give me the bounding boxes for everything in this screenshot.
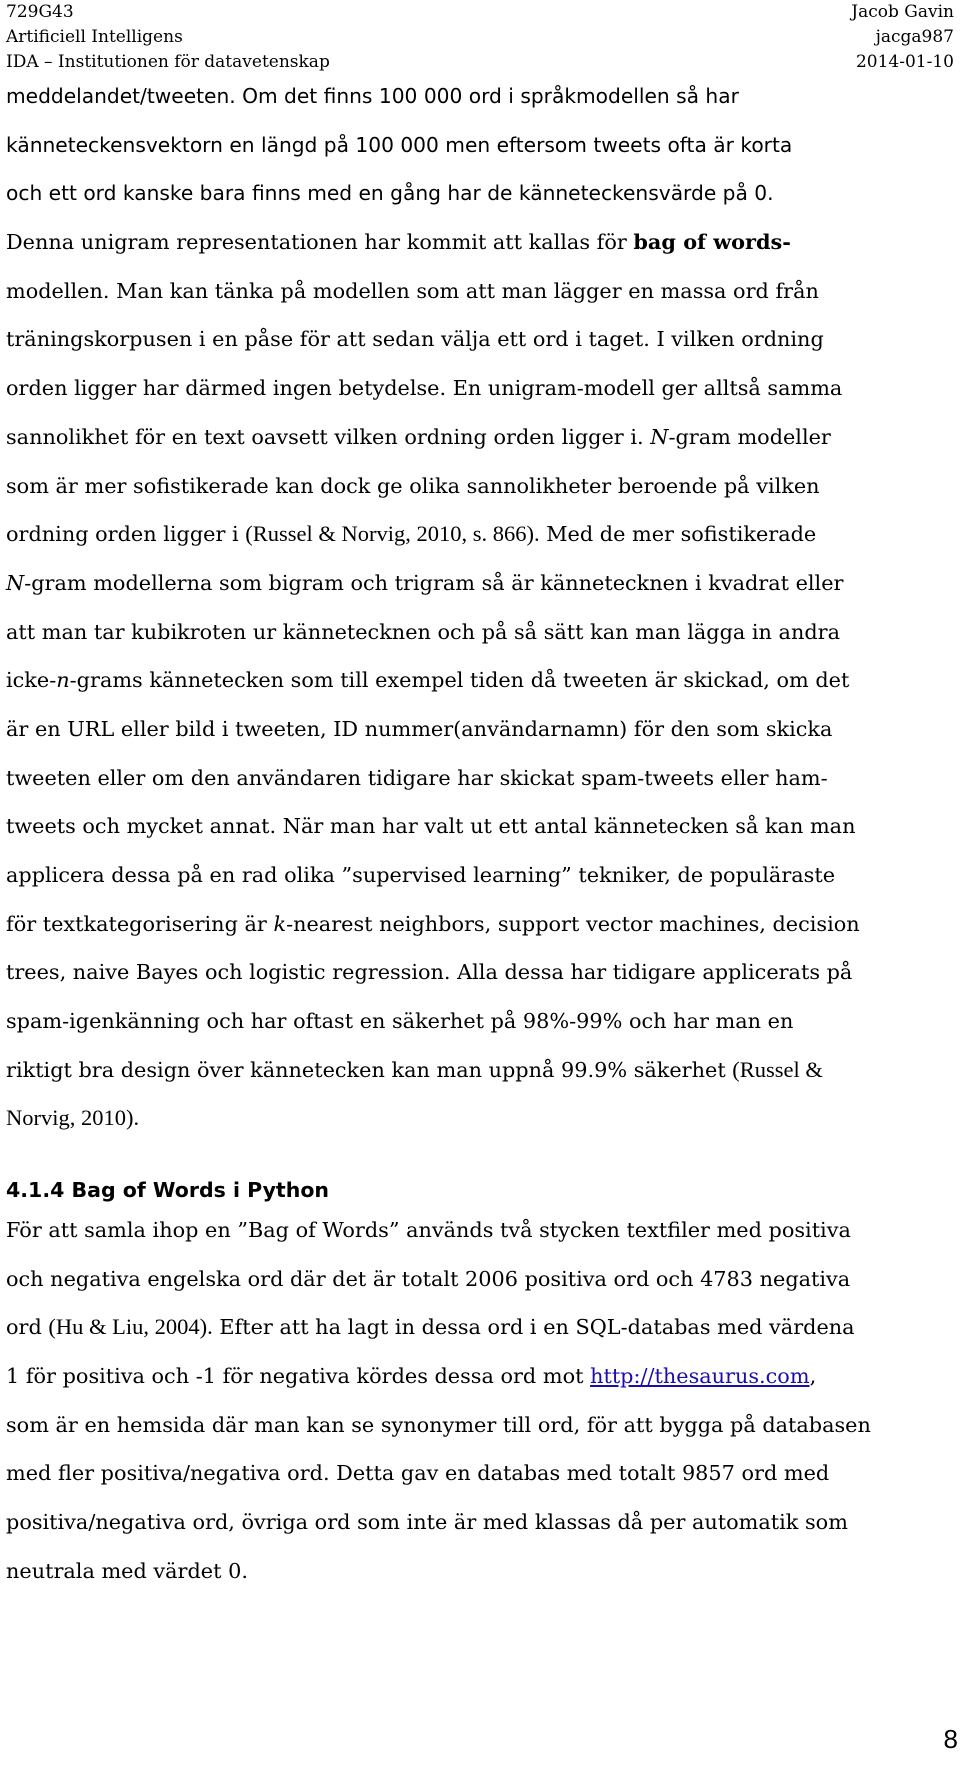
text-line: tweeten eller om den användaren tidigare har skickat spam-tweets eller ham- bbox=[6, 765, 828, 790]
text-line: För att samla ihop en ”Bag of Words” används två stycken textfiler med positiva bbox=[6, 1218, 851, 1242]
document-date: 2014-01-10 bbox=[855, 52, 954, 72]
citation: (Hu & Liu, 2004). bbox=[48, 1314, 213, 1340]
text-line bbox=[6, 1352, 956, 1401]
text-run: sannolikhet för en text oavsett vilken ordning orden ligger i. bbox=[6, 424, 651, 449]
thesaurus-link[interactable]: http://thesaurus.com bbox=[590, 1364, 810, 1389]
text-run: -gram modellerna som bigram och trigram så är kännetecknen i kvadrat eller bbox=[24, 570, 844, 595]
header-row-2 bbox=[6, 25, 954, 50]
text-line: är en URL eller bild i tweeten, ID nummer(användarnamn) för den som skicka bbox=[6, 716, 833, 741]
text-line bbox=[6, 510, 956, 559]
text-line bbox=[6, 413, 956, 462]
text-line: att man tar kubikroten ur kännetecknen och på så sätt kan man lägga in andra bbox=[6, 619, 841, 644]
text-run: riktigt bra design över kännetecken kan man uppnå 99.9% säkerhet bbox=[6, 1057, 733, 1082]
text-run: 1 för positiva och -1 för negativa kördes dessa ord mot bbox=[6, 1364, 591, 1389]
text-line bbox=[6, 218, 956, 267]
user-id: jacga987 bbox=[875, 27, 954, 47]
text-run: Man kan tänka på modellen som att man lägger en massa ord från bbox=[109, 278, 819, 303]
text-line bbox=[6, 1303, 956, 1352]
text-run: ordning orden ligger i bbox=[6, 522, 246, 547]
text-line bbox=[6, 267, 956, 316]
text-run: ord bbox=[6, 1315, 49, 1340]
text-run: modellen. bbox=[6, 278, 110, 303]
text-line: och ett ord kanske bara finns med en gång har de känneteckensvärde på 0. bbox=[6, 181, 774, 206]
page-header bbox=[6, 0, 954, 75]
text-line: applicera dessa på en rad olika ”supervised learning” tekniker, de populäraste bbox=[6, 863, 836, 887]
text-line: känneteckensvektorn en längd på 100 000 men eftersom tweets ofta är korta bbox=[6, 132, 793, 157]
text-run: När man har valt ut ett antal kännetecken så kan man bbox=[276, 814, 856, 839]
section-heading: 4.1.4 Bag of Words i Python bbox=[6, 1178, 330, 1202]
citation-line: Norvig, 2010). bbox=[6, 1105, 140, 1131]
text-run: , bbox=[809, 1364, 817, 1389]
text-run: -nearest neighbors, support vector machines, decision bbox=[286, 911, 860, 936]
text-line bbox=[6, 1046, 956, 1095]
course-name: Artificiell Intelligens bbox=[6, 27, 183, 47]
text-line bbox=[6, 559, 956, 608]
author-name: Jacob Gavin bbox=[851, 2, 954, 22]
department: IDA – Institutionen för datavetenskap bbox=[6, 52, 330, 72]
paragraph-bag-of-words-intro bbox=[6, 72, 956, 1143]
italic-term: n bbox=[56, 668, 70, 693]
italic-term: N bbox=[6, 570, 25, 595]
citation: (Russel & Norvig, 2010, s. 866). bbox=[245, 521, 540, 547]
text-line bbox=[6, 948, 956, 997]
text-run: Denna unigram representationen har kommit att kallas för bbox=[6, 230, 634, 255]
text-run: tweets och mycket annat. bbox=[6, 814, 277, 839]
citation: (Russel & bbox=[732, 1056, 823, 1082]
italic-term: N bbox=[650, 424, 669, 449]
text-run: Efter att ha lagt in dessa ord i en SQL-databas med värdena bbox=[212, 1315, 855, 1340]
text-line: positiva/negativa ord, övriga ord som inte är med klassas då per automatik som bbox=[6, 1510, 848, 1535]
text-line bbox=[6, 656, 956, 705]
bold-term: bag of words bbox=[633, 229, 783, 255]
text-line: spam-igenkänning och har oftast en säkerhet på 98%-99% och har man en bbox=[6, 1009, 794, 1034]
text-line: träningskorpusen i en påse för att sedan välja ett ord i taget. I vilken ordning bbox=[6, 327, 824, 352]
text-line bbox=[6, 900, 956, 949]
text-line: som är en hemsida där man kan se synonymer till ord, för att bygga på databasen bbox=[6, 1412, 871, 1437]
text-line bbox=[6, 802, 956, 851]
italic-term: k bbox=[273, 911, 287, 936]
text-run: -gram modeller bbox=[668, 424, 831, 449]
text-run: -grams kännetecken som till exempel tiden då tweeten är skickad, om det bbox=[69, 668, 850, 693]
header-row-1 bbox=[6, 0, 954, 25]
text-line: orden ligger har därmed ingen betydelse. En unigram-modell ger alltså samma bbox=[6, 376, 843, 401]
text-line: som är mer sofistikerade kan dock ge olika sannolikheter beroende på vilken bbox=[6, 473, 820, 498]
text-run: icke- bbox=[6, 668, 57, 693]
text-line: meddelandet/tweeten. Om det finns 100 000 ord i språkmodellen så har bbox=[6, 84, 739, 108]
bold-term-hyphen: - bbox=[782, 229, 791, 255]
text-line: neutrala med värdet 0. bbox=[6, 1558, 248, 1583]
page-number: 8 bbox=[943, 1724, 958, 1754]
text-line: och negativa engelska ord där det är totalt 2006 positiva ord och 4783 negativa bbox=[6, 1266, 851, 1291]
text-run: för textkategorisering är bbox=[6, 911, 274, 936]
text-run: trees, naive Bayes och logistic regression. bbox=[6, 960, 451, 985]
text-line: med fler positiva/negativa ord. Detta gav en databas med totalt 9857 ord med bbox=[6, 1461, 830, 1486]
course-code: 729G43 bbox=[6, 2, 74, 22]
text-run: Med de mer sofistikerade bbox=[539, 522, 817, 547]
text-run: Alla dessa har tidigare applicerats på bbox=[450, 960, 853, 985]
paragraph-bag-of-words-python bbox=[6, 1206, 956, 1596]
